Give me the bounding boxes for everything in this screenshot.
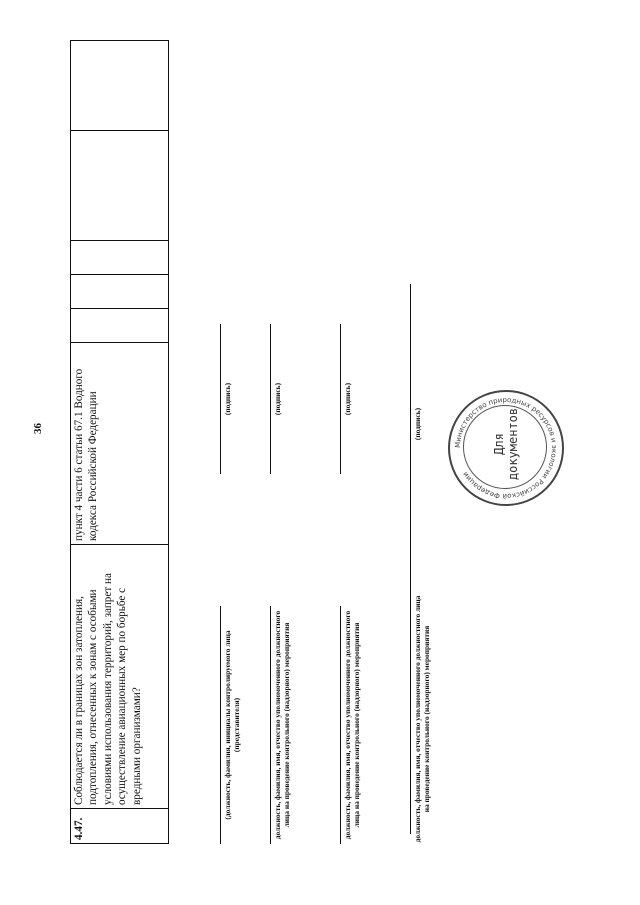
signature-block-3 xyxy=(340,144,390,844)
note-cell xyxy=(71,41,169,131)
position-line xyxy=(340,606,341,844)
signature-line xyxy=(220,324,221,474)
comment-cell xyxy=(71,131,169,241)
answer-yes-cell xyxy=(71,309,169,343)
position-line xyxy=(220,606,221,844)
checklist-table xyxy=(70,40,169,844)
position-label: должность, фамилия, имя, отчество уполномоченного должностного лица на проведение контрольного (надзорного) мероприятия xyxy=(343,610,362,840)
position-label: (должность, фамилия, инициалы контролируемого лица (представителя) xyxy=(223,630,242,820)
row-reference: пункт 4 части 6 статьи 67.1 Водного кодекса Российской Федерации xyxy=(71,343,169,545)
position-line xyxy=(270,606,271,844)
signature-block-2 xyxy=(270,144,320,844)
signature-line xyxy=(340,324,341,474)
signature-block-1 xyxy=(220,144,260,844)
signature-label: (подпись) xyxy=(223,382,232,416)
signature-label: (подпись) xyxy=(343,382,352,416)
position-label: должность, фамилия, имя, отчество уполномоченного должностного лица на проведение контрольного (надзорного) мероприятия xyxy=(413,595,432,843)
position-label: должность, фамилия, имя, отчество уполномоченного должностного лица на проведение контрольного (надзорного) мероприятия xyxy=(273,610,292,840)
page-number: 36 xyxy=(32,423,44,434)
row-number: 4.47. xyxy=(71,809,169,844)
rotated-page xyxy=(8,24,568,854)
row-question: Соблюдается ли в границах зон затопления, подтопления, отнесенных к зонам с особыми условиями использования территорий, запрет на осуществление авиационных мер по борьбе с вредными организмами? xyxy=(71,545,169,809)
stamp-center-text: Для документов xyxy=(492,407,520,481)
signature-label: (подпись) xyxy=(413,407,422,441)
table-row xyxy=(71,41,169,844)
signature-line xyxy=(270,324,271,474)
official-stamp xyxy=(448,390,564,506)
answer-no-cell xyxy=(71,275,169,309)
signature-line xyxy=(410,284,411,584)
position-line xyxy=(410,584,411,834)
signature-label: (подпись) xyxy=(273,382,282,416)
answer-na-cell xyxy=(71,241,169,275)
svg-text:Министерство природных ресурсо: Министерство природных ресурсов и экологии Российской Федерации xyxy=(453,395,559,501)
